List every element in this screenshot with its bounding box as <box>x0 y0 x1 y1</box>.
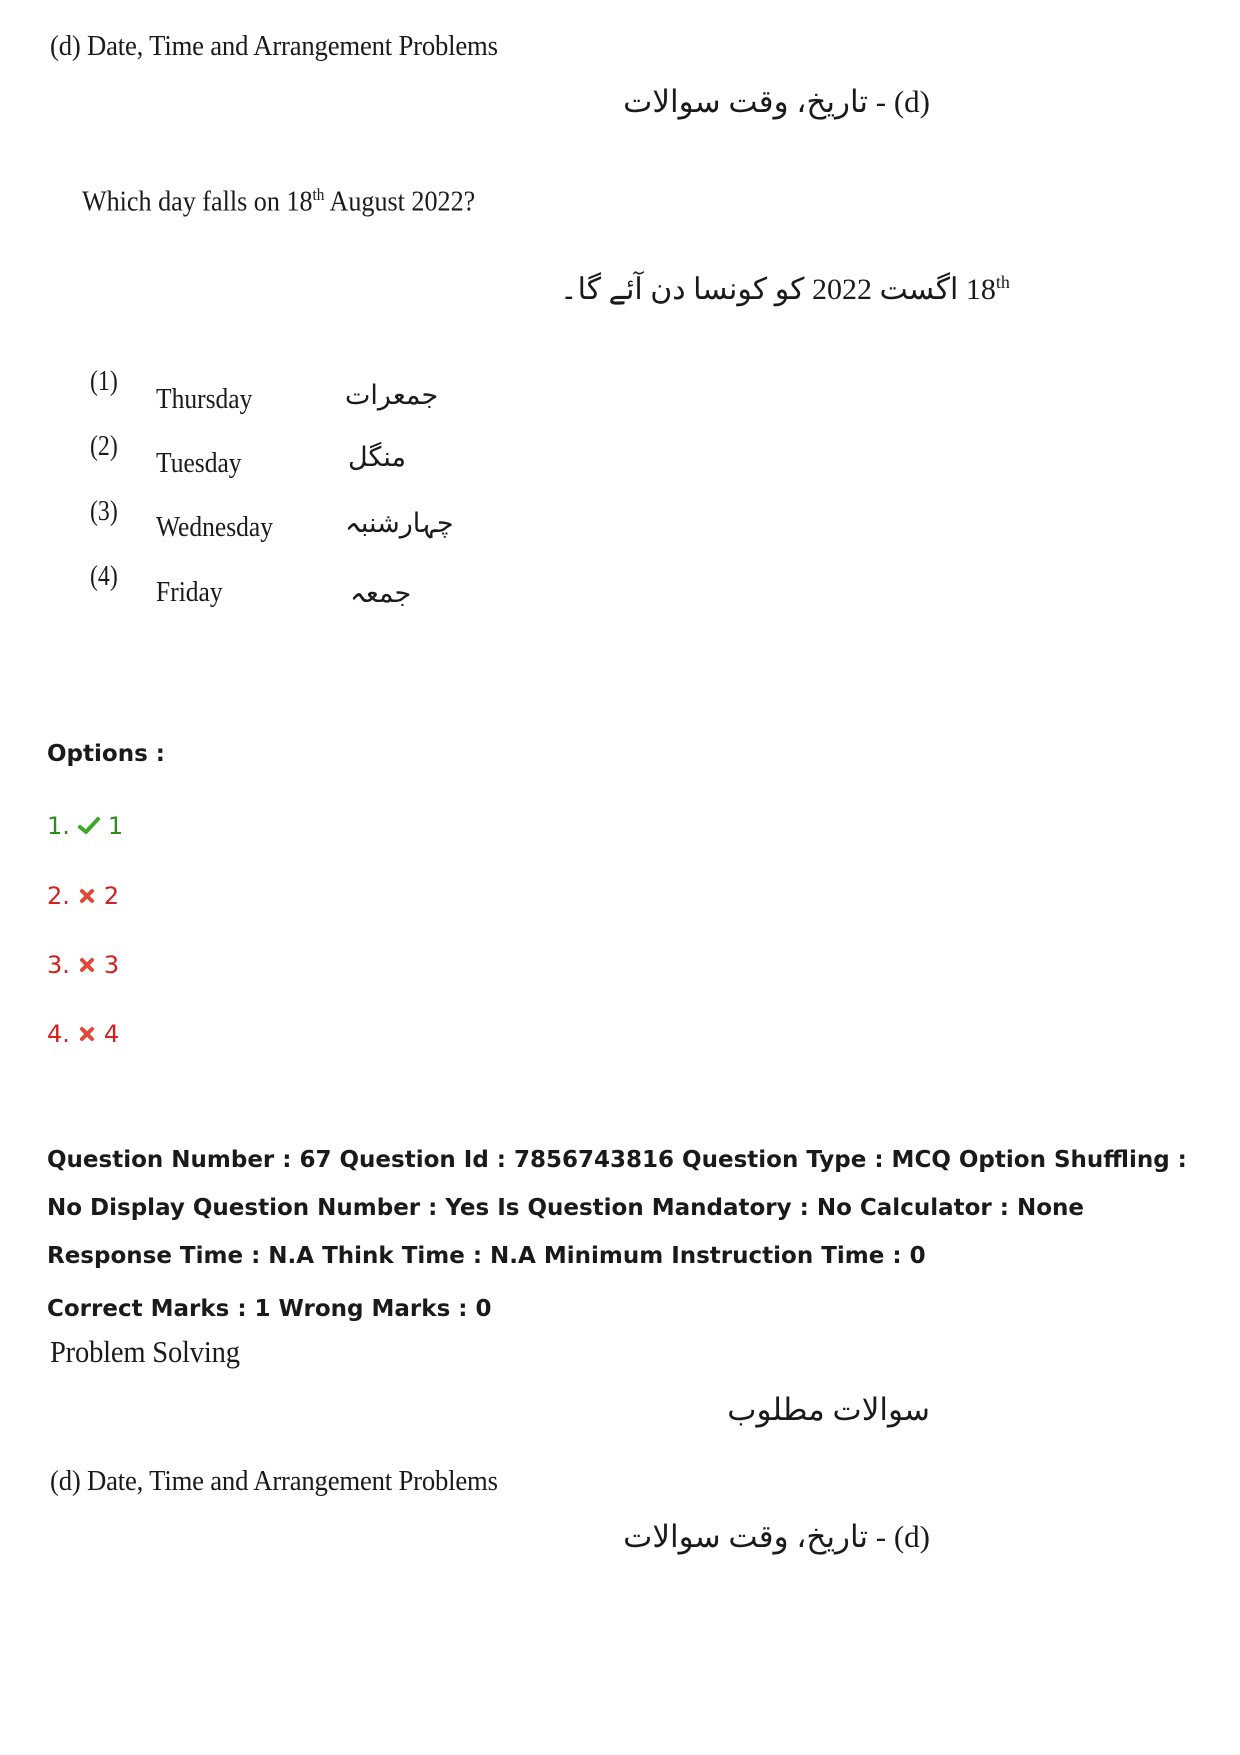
section-heading: (d) Date, Time and Arrangement Problems <box>50 30 498 62</box>
question-text: Which day falls on 18th August 2022? <box>82 185 476 218</box>
choice-label: Thursday <box>156 383 253 415</box>
subject-title-urdu: سوالات مطلوب <box>727 1392 930 1427</box>
marks-info: Correct Marks : 1 Wrong Marks : 0 <box>47 1296 492 1322</box>
cross-icon <box>78 1025 96 1043</box>
choice-label-urdu: چہارشنبہ <box>345 508 454 538</box>
section-heading: (d) Date, Time and Arrangement Problems <box>50 1465 498 1497</box>
check-icon <box>78 817 100 835</box>
choice-label-urdu: جمعہ <box>350 578 412 608</box>
choice-label: Tuesday <box>156 447 242 479</box>
option-value: 1 <box>107 812 124 840</box>
option-value: 2 <box>103 882 120 910</box>
option-index: 3. <box>47 951 70 979</box>
option-index: 4. <box>47 1020 70 1048</box>
choice-label: Wednesday <box>156 511 273 543</box>
question-meta: Question Number : 67 Question Id : 7856743816 Question Type : MCQ Option Shuffling : No Display Question Number : Yes Is Question Mandatory : No Calculator : None Response Time : N.A Think Time : N.A Minimum Instruction Time : 0 <box>47 1147 1187 1269</box>
choice-label-urdu: منگل <box>348 442 406 472</box>
options-title: Options : <box>47 741 165 767</box>
section-heading-urdu: (d) - تاریخ، وقت سوالات <box>623 1519 930 1554</box>
choice-number: (2) <box>90 431 118 462</box>
choice-number: (4) <box>90 561 118 592</box>
subject-title: Problem Solving <box>50 1334 240 1369</box>
choice-number: (1) <box>90 366 118 397</box>
option-item <box>47 882 119 910</box>
section-heading-urdu: (d) - تاریخ، وقت سوالات <box>623 84 930 119</box>
cross-icon <box>78 887 96 905</box>
option-value: 3 <box>103 951 120 979</box>
cross-icon <box>78 956 96 974</box>
option-item <box>47 812 123 840</box>
option-index: 1. <box>47 812 70 840</box>
choice-label: Friday <box>156 576 223 608</box>
option-item <box>47 951 119 979</box>
option-index: 2. <box>47 882 70 910</box>
option-value: 4 <box>103 1020 120 1048</box>
choice-label-urdu: جمعرات <box>345 380 439 410</box>
question-text-urdu: اگست 2022 کو کونسا دن آئے گا۔ 18th <box>560 272 1010 306</box>
choice-number: (3) <box>90 496 118 527</box>
option-item <box>47 1020 119 1048</box>
